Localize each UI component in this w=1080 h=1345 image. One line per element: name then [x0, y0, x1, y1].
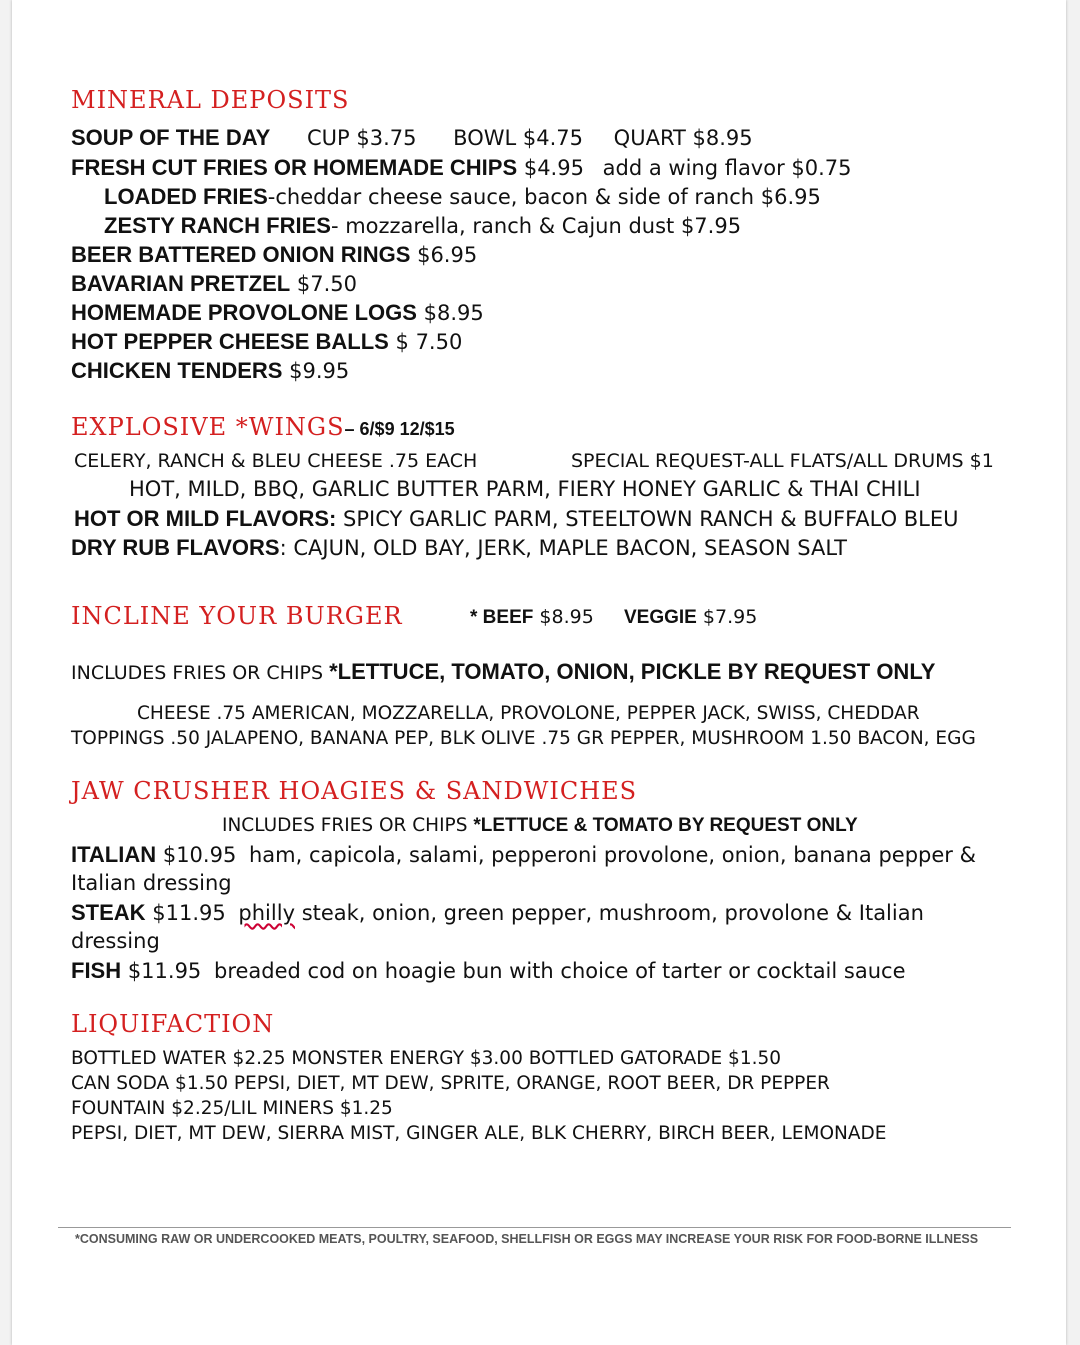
item-price-cup: CUP $3.75 [306, 126, 417, 150]
item-price-quart: QUART $8.95 [613, 126, 753, 150]
item-name: HOT PEPPER CHEESE BALLS [71, 329, 389, 354]
menu-item-italian-cont: Italian dressing [71, 871, 232, 895]
price: $7.95 [702, 606, 758, 628]
burger-veggie-price [624, 606, 757, 629]
wings-dry-rub-flavors [71, 535, 847, 561]
item-price: $11.95 [127, 959, 202, 983]
request-note: *LETTUCE, TOMATO, ONION, PICKLE BY REQUEST ONLY [329, 659, 936, 684]
item-price: $11.95 [152, 901, 226, 925]
item-price: $8.95 [423, 301, 484, 325]
item-name: HOMEMADE PROVOLONE LOGS [71, 300, 417, 325]
item-name: STEAK [71, 900, 146, 925]
label: HOT OR MILD FLAVORS: [74, 506, 337, 531]
list: SPICY GARLIC PARM, STEELTOWN RANCH & BUFFALO BLEU [343, 507, 959, 531]
includes: INCLUDES FRIES OR CHIPS [222, 815, 468, 836]
item-price: $7.50 [296, 272, 357, 296]
item-name: ZESTY RANCH FRIES [104, 213, 331, 238]
burger-topping-options: TOPPINGS .50 JALAPENO, BANANA PEP, BLK OLIVE .75 GR PEPPER, MUSHROOM 1.50 BACON, EGG [71, 728, 976, 749]
label: * BEEF [470, 607, 534, 628]
burger-beef-price [470, 606, 594, 629]
drinks-line-2: CAN SODA $1.50 PEPSI, DIET, MT DEW, SPRITE, ORANGE, ROOT BEER, DR PEPPER [71, 1073, 830, 1094]
wings-flavors: HOT, MILD, BBQ, GARLIC BUTTER PARM, FIERY HONEY GARLIC & THAI CHILI [129, 477, 921, 501]
item-price: $10.95 [162, 843, 237, 867]
item-price: $9.95 [289, 359, 350, 383]
menu-item-zesty-fries [104, 213, 741, 239]
item-name: CHICKEN TENDERS [71, 358, 283, 383]
menu-item-italian [71, 842, 976, 868]
label: DRY RUB FLAVORS [71, 535, 280, 560]
section-heading-explosive-wings: EXPLOSIVE *WINGS [71, 413, 345, 441]
item-description: breaded cod on hoagie bun with choice of tarter or cocktail sauce [213, 959, 906, 983]
item-note: add a wing flavor $0.75 [602, 156, 852, 180]
item-name: LOADED FRIES [104, 184, 268, 209]
menu-item-chicken-tenders [71, 358, 349, 384]
menu-item-steak [71, 900, 924, 926]
menu-item-loaded-fries [104, 184, 821, 210]
item-name: BAVARIAN PRETZEL [71, 271, 291, 296]
item-price: $4.95 [523, 156, 584, 180]
includes: INCLUDES FRIES OR CHIPS [71, 662, 324, 684]
menu-item-hot-pepper-cheese-balls [71, 329, 462, 355]
drinks-line-1: BOTTLED WATER $2.25 MONSTER ENERGY $3.00 BOTTLED GATORADE $1.50 [71, 1048, 782, 1069]
item-description: -cheddar cheese sauce, bacon & side of ranch $6.95 [267, 185, 821, 209]
wings-header [71, 413, 455, 441]
footer-divider [58, 1227, 1011, 1228]
price: $8.95 [539, 606, 594, 628]
section-heading-liquifaction: LIQUIFACTION [71, 1010, 275, 1038]
section-heading-incline-your-burger: INCLINE YOUR BURGER [71, 602, 403, 630]
item-description: steak, onion, green pepper, mushroom, provolone & Italian [301, 901, 924, 925]
section-heading-hoagies-sandwiches: JAW CRUSHER HOAGIES & SANDWICHES [71, 777, 638, 805]
label: VEGGIE [624, 607, 697, 628]
section-heading-mineral-deposits: MINERAL DEPOSITS [71, 86, 350, 114]
spellcheck-word: philly [238, 901, 295, 925]
menu-item-fries [71, 155, 852, 181]
list: : CAJUN, OLD BAY, JERK, MAPLE BACON, SEASON SALT [279, 536, 847, 560]
menu-item-fish [71, 958, 906, 984]
request-note: *LETTUCE & TOMATO BY REQUEST ONLY [473, 815, 858, 836]
item-price-bowl: BOWL $4.75 [453, 126, 583, 150]
item-name: BEER BATTERED ONION RINGS [71, 242, 411, 267]
menu-item-steak-cont: dressing [71, 929, 160, 953]
menu-item-pretzel [71, 271, 357, 297]
item-name: FISH [71, 958, 122, 983]
menu-item-provolone-logs [71, 300, 484, 326]
menu-item-soup [71, 125, 753, 151]
wings-celery-note: CELERY, RANCH & BLEU CHEESE .75 EACH [74, 450, 478, 472]
wings-special-request: SPECIAL REQUEST-ALL FLATS/ALL DRUMS $1 [571, 450, 994, 472]
wings-prices: – 6/$9 12/$15 [344, 419, 455, 439]
hoagies-includes [222, 815, 858, 837]
burger-includes [71, 659, 935, 685]
burger-cheese-options: CHEESE .75 AMERICAN, MOZZARELLA, PROVOLONE, PEPPER JACK, SWISS, CHEDDAR [137, 703, 920, 724]
food-safety-disclaimer: *CONSUMING RAW OR UNDERCOOKED MEATS, POULTRY, SEAFOOD, SHELLFISH OR EGGS MAY INCREASE YOUR RISK FOR FOOD-BORNE ILLNESS [75, 1232, 979, 1246]
item-name: SOUP OF THE DAY [71, 125, 271, 150]
wings-hot-mild-flavors [74, 506, 959, 532]
item-price: $6.95 [417, 243, 478, 267]
item-description: ham, capicola, salami, pepperoni provolone, onion, banana pepper & [249, 843, 976, 867]
item-name: FRESH CUT FRIES OR HOMEMADE CHIPS [71, 155, 518, 180]
drinks-line-3: FOUNTAIN $2.25/LIL MINERS $1.25 [71, 1098, 393, 1119]
item-price: $ 7.50 [395, 330, 463, 354]
item-name: ITALIAN [71, 842, 157, 867]
drinks-line-4: PEPSI, DIET, MT DEW, SIERRA MIST, GINGER ALE, BLK CHERRY, BIRCH BEER, LEMONADE [71, 1123, 887, 1144]
item-description: - mozzarella, ranch & Cajun dust $7.95 [330, 214, 742, 238]
menu-item-onion-rings [71, 242, 477, 268]
